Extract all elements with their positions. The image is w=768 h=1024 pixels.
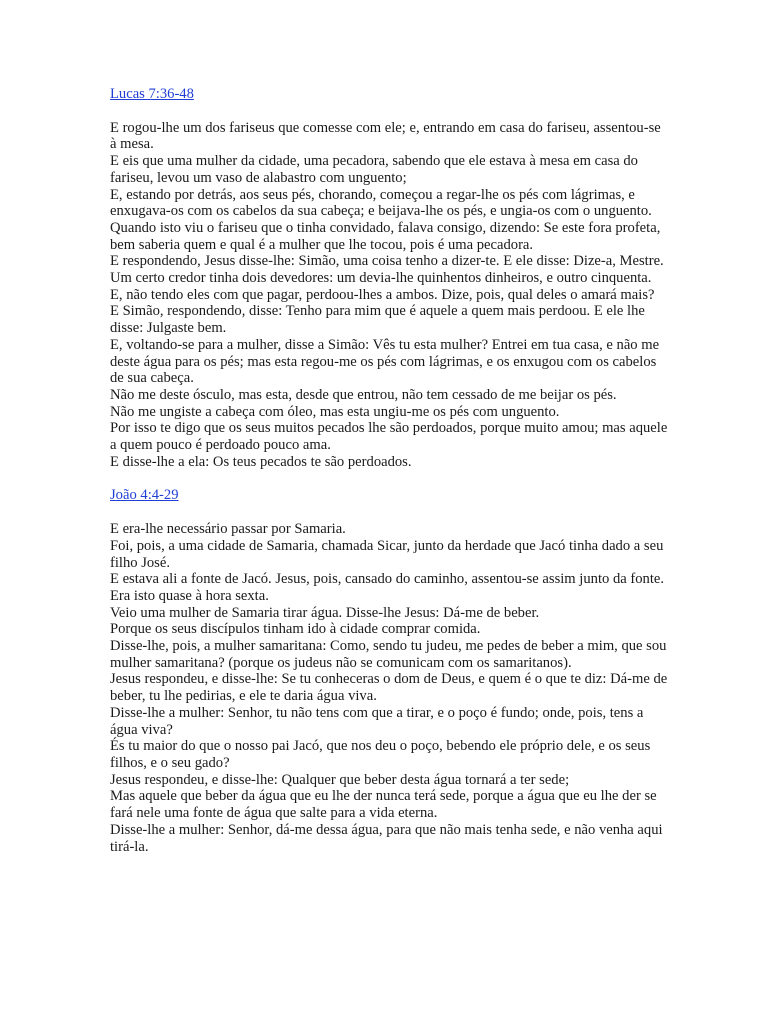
section-heading <box>110 86 670 103</box>
verse: E, estando por detrás, aos seus pés, chorando, começou a regar-lhe os pés com lágrimas, e enxugava-os com os cabelos da sua cabeça; e beijava-lhe os pés, e ungia-os com o unguento. <box>110 186 652 220</box>
verse: Disse-lhe, pois, a mulher samaritana: Como, sendo tu judeu, me pedes de beber a mim, que sou mulher samaritana? (porque os judeus não se comunicam com os samaritanos). <box>110 638 667 671</box>
verse: Foi, pois, a uma cidade de Samaria, chamada Sicar, junto da herdade que Jacó tinha dado a seu filho José. <box>110 537 664 571</box>
verse: Um certo credor tinha dois devedores: um devia-lhe quinhentos dinheiros, e outro cinquenta. <box>110 270 652 287</box>
verse: Porque os seus discípulos tinham ido à cidade comprar comida. <box>110 621 481 638</box>
verse: E rogou-lhe um dos fariseus que comesse com ele; e, entrando em casa do fariseu, assentou-se à mesa. <box>110 119 661 153</box>
verse: Por isso te digo que os seus muitos pecados lhe são perdoados, porque muito amou; mas aquele a quem pouco é perdoado pouco ama. <box>110 420 668 454</box>
verse: E respondendo, Jesus disse-lhe: Simão, uma coisa tenho a dizer-te. E ele disse: Dize-a, Mestre. <box>110 253 664 270</box>
verse: E era-lhe necessário passar por Samaria. <box>110 521 346 538</box>
reference-link-joao[interactable]: João 4:4-29 <box>110 487 179 504</box>
verse: Não me deste ósculo, mas esta, desde que entrou, não tem cessado de me beijar os pés. <box>110 386 617 403</box>
verse: E, não tendo eles com que pagar, perdoou-lhes a ambos. Dize, pois, qual deles o amará mais? <box>110 286 655 303</box>
verse: Quando isto viu o fariseu que o tinha convidado, falava consigo, dizendo: Se este fora profeta, bem saberia quem e qual é a mulher que lhe tocou, pois é uma pecadora. <box>110 219 661 253</box>
verse: Não me ungiste a cabeça com óleo, mas esta ungiu-me os pés com unguento. <box>110 403 560 420</box>
verse: Mas aquele que beber da água que eu lhe der nunca terá sede, porque a água que eu lhe der se fará nele uma fonte de água que salte para a vida eterna. <box>110 788 657 822</box>
verse: E estava ali a fonte de Jacó. Jesus, pois, cansado do caminho, assentou-se assim junto da fonte. Era isto quase à hora sexta. <box>110 571 665 604</box>
verse: Jesus respondeu, e disse-lhe: Se tu conheceras o dom de Deus, e quem é o que te diz: Dá-me de beber, tu lhe pedirias, e ele te daria água viva. <box>110 671 668 705</box>
verse: E Simão, respondendo, disse: Tenho para mim que é aquele a quem mais perdoou. E ele lhe disse: Julgaste bem. <box>110 303 645 337</box>
verse: Disse-lhe a mulher: Senhor, tu não tens com que a tirar, e o poço é fundo; onde, pois, tens a água viva? <box>110 704 644 738</box>
verse: E, voltando-se para a mulher, disse a Simão: Vês tu esta mulher? Entrei em tua casa, e não me deste água para os pés; mas esta regou-me os pés com lágrimas, e os enxugou com os cabelos de sua cabeça. <box>110 336 660 387</box>
section-lucas <box>110 86 670 470</box>
verse: Veio uma mulher de Samaria tirar água. Disse-lhe Jesus: Dá-me de beber. <box>110 604 540 621</box>
reference-link-lucas[interactable]: Lucas 7:36-48 <box>110 86 194 102</box>
section-joao <box>110 487 670 855</box>
verse: Jesus respondeu, e disse-lhe: Qualquer que beber desta água tornará a ter sede; <box>110 771 570 788</box>
verse: És tu maior do que o nosso pai Jacó, que nos deu o poço, bebendo ele próprio dele, e os seus filhos, e o seu gado? <box>110 738 651 771</box>
verse: E eis que uma mulher da cidade, uma pecadora, sabendo que ele estava à mesa em casa do fariseu, levou um vaso de alabastro com unguento; <box>110 153 638 186</box>
verse: E disse-lhe a ela: Os teus pecados te são perdoados. <box>110 453 412 470</box>
verse: Disse-lhe a mulher: Senhor, dá-me dessa água, para que não mais tenha sede, e não venha aqui tirá-la. <box>110 821 663 855</box>
section-heading <box>110 487 670 504</box>
document-page <box>110 86 670 855</box>
